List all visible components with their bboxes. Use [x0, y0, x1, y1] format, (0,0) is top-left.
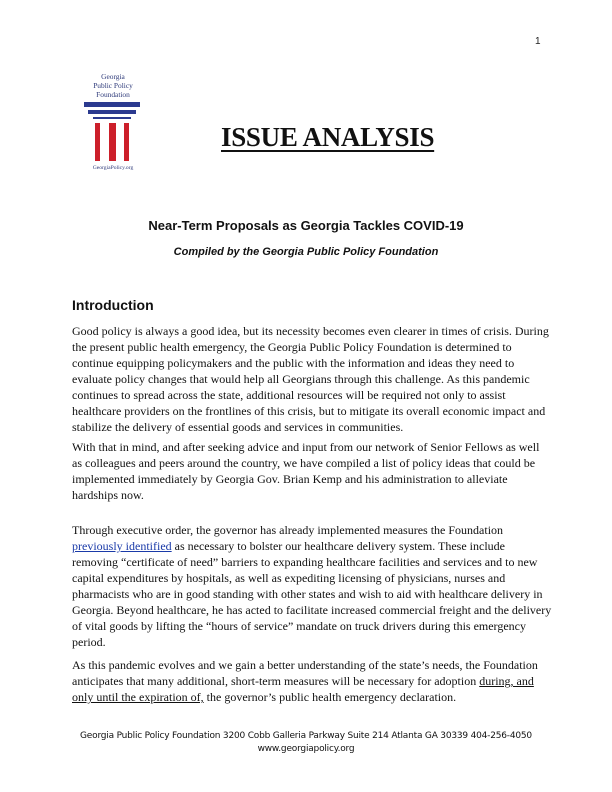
pillar-capital-icon: [88, 110, 136, 114]
paragraph-4: [72, 657, 552, 705]
paragraph-text: the governor’s public health emergency declaration.: [203, 690, 457, 704]
logo-url: GeorgiaPolicy.org: [92, 165, 134, 171]
footer-website: www.georgiapolicy.org: [257, 744, 355, 754]
section-heading: Introduction: [72, 297, 154, 313]
logo-line-3: Foundation: [96, 90, 130, 99]
pillar-capital-icon: [84, 102, 140, 107]
footer-address: Georgia Public Policy Foundation 3200 Cobb Galleria Parkway Suite 214 Atlanta GA 30339 404-256-4050: [80, 731, 532, 741]
foundation-logo: [82, 72, 144, 182]
paragraph-text: Through executive order, the governor has already implemented measures the Foundation: [72, 523, 504, 537]
underlined-emphasis: during, and only until the expiration of,: [72, 674, 534, 704]
paragraph-text: With that in mind, and after seeking advice and input from our network of Senior Fellows as well as colleagues and peers around the country, we have compiled a list of policy ideas that could be implemented immediately by Georgia Gov. Brian Kemp and his administration to alleviate hardships now.: [72, 440, 540, 502]
issue-analysis-title: ISSUE ANALYSIS: [221, 122, 435, 152]
pillar-column-icon: [124, 123, 129, 161]
paragraph-text: as necessary to bolster our healthcare delivery system. These include removing “certificate of need” barriers to expanding healthcare facilities and services and to new capital expenditures by hospitals, as well as expediting licensing of physicians, nurses and pharmacists who are in good standing with other states and wish to aid with healthcare delivery in Georgia. Beyond healthcare, he has acted to facilitate increased commercial freight and the delivery of vital goods by lifting the “hours of service” mandate on truck drivers during this emergency period.: [72, 539, 552, 649]
page-number: 1: [535, 36, 541, 47]
previously-identified-link[interactable]: previously identified: [72, 539, 172, 553]
paragraph-text: As this pandemic evolves and we gain a better understanding of the state’s needs, the Foundation anticipates that many additional, short-term measures will be necessary for adoption: [72, 658, 538, 688]
page-footer: [0, 730, 612, 756]
paragraph-text: Good policy is always a good idea, but its necessity becomes even clearer in times of crisis. During the present public health emergency, the Georgia Public Policy Foundation is determined to continue equipping policymakers and the public with the information and ideas they need to evaluate policy changes that would help all Georgians through this challenge. As this pandemic continues to spread across the state, additional resources will be required not only to assist healthcare providers on the frontlines of this crisis, but to mitigate its overall economic impact and stabilize the delivery of essential goods and services in communities.: [72, 324, 549, 434]
paragraph-1: [72, 323, 552, 435]
paragraph-2: [72, 439, 552, 503]
logo-line-2: Public Policy: [93, 81, 133, 90]
paragraph-3: [72, 522, 552, 650]
document-subtitle: Compiled by the Georgia Public Policy Foundation: [173, 246, 439, 258]
document-title: Near-Term Proposals as Georgia Tackles COVID-19: [148, 218, 464, 233]
logo-line-1: Georgia: [101, 72, 125, 81]
pillar-column-icon: [109, 123, 116, 161]
pillar-column-icon: [95, 123, 100, 161]
pillar-capital-icon: [93, 117, 131, 119]
